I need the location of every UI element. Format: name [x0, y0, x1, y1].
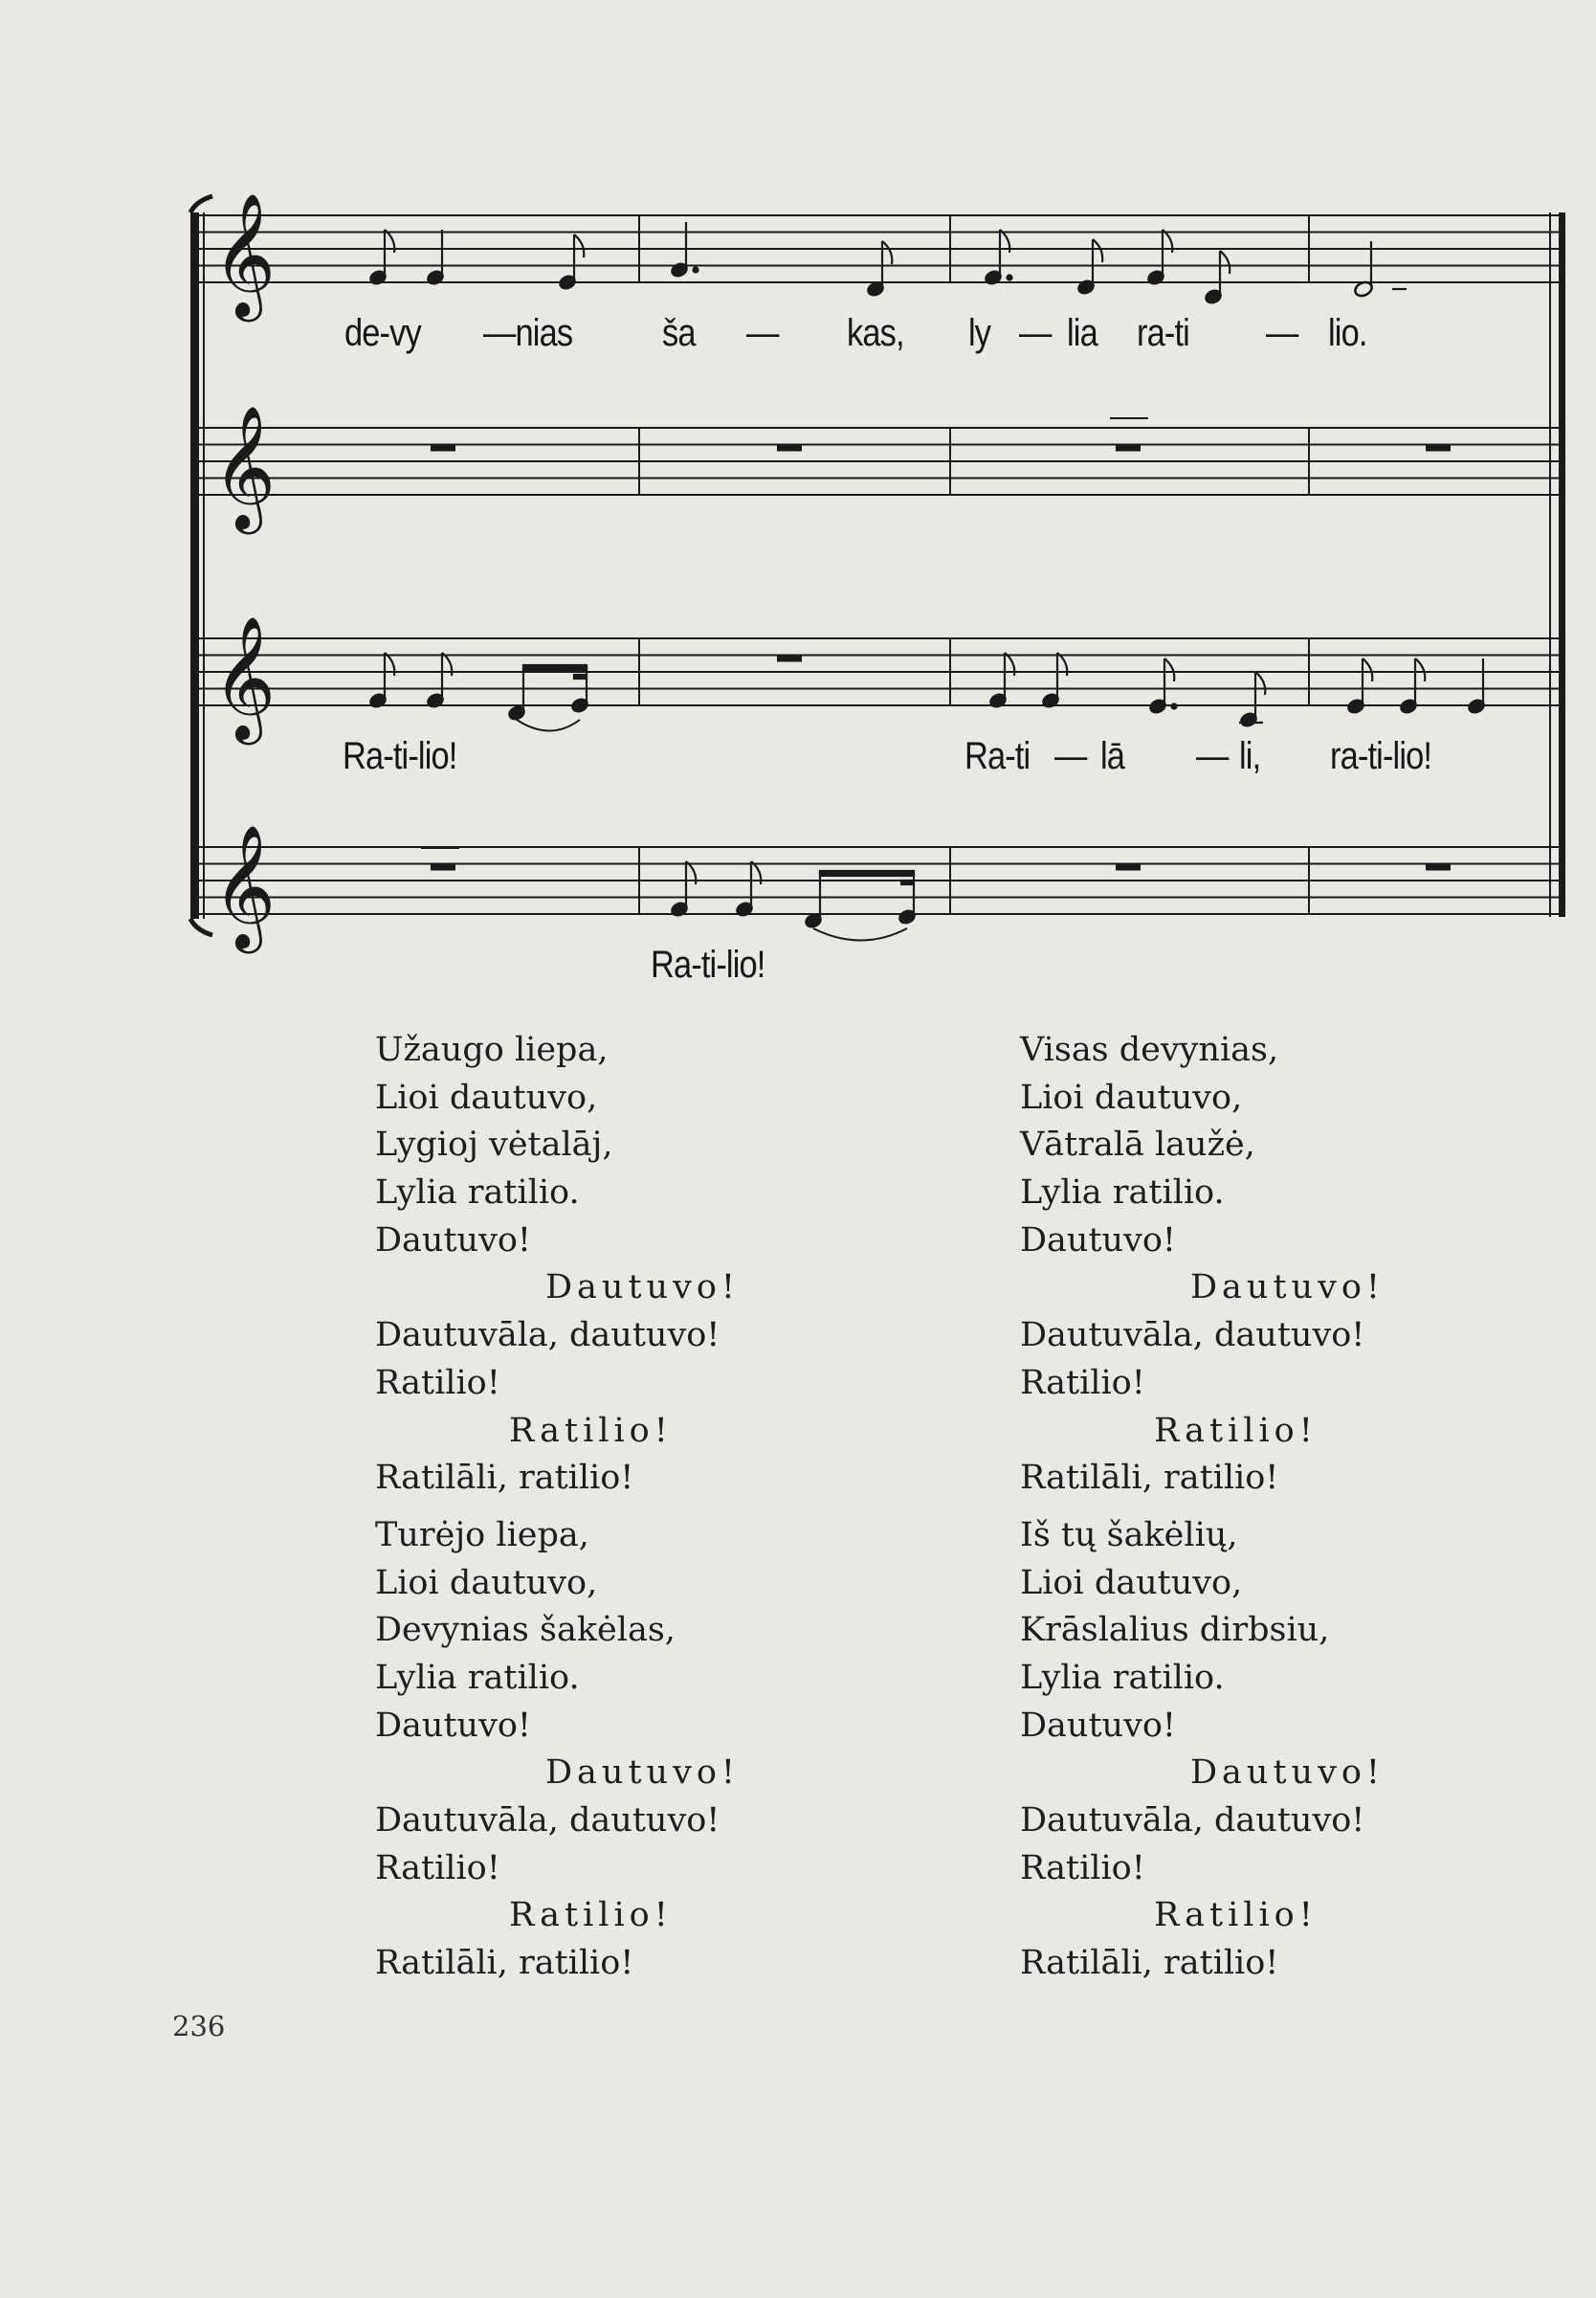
- verse-line: Dautuvo!: [1020, 1220, 1176, 1260]
- treble-clef-icon: 𝄞: [212, 405, 277, 529]
- verse-line: Vātralā laužė,: [1020, 1126, 1255, 1165]
- staff-2: [196, 428, 1560, 495]
- verse-line: Dautuvāla, dautuvo!: [375, 1316, 720, 1355]
- stanza: [1020, 1512, 1385, 1988]
- verse-line: Lioi dautuvo,: [375, 1563, 598, 1602]
- verse-line: Lylia ratilio.: [375, 1658, 580, 1697]
- verse-line: Lylia ratilio.: [1020, 1173, 1225, 1213]
- lyric-syllable: Ra-ti-lio!: [343, 735, 457, 777]
- verse-line: Lygioj vėtalāj,: [375, 1126, 613, 1165]
- system-bracket: [190, 196, 1565, 935]
- verse-line-spaced: Ratilio!: [1154, 1896, 1318, 1935]
- lyric-syllable: Ra-ti: [964, 735, 1031, 777]
- verse-line-spaced: Dautuvo!: [545, 1268, 740, 1307]
- lyric-syllable: —nias: [483, 312, 573, 354]
- verse-line: Ratilāli, ratilio!: [375, 1459, 634, 1498]
- verse-line: Ratilāli, ratilio!: [1020, 1944, 1279, 1983]
- lyric-syllable: de-vy: [344, 312, 421, 354]
- verse-line: Dautuvāla, dautuvo!: [1020, 1316, 1365, 1355]
- verse-line-spaced: Ratilio!: [509, 1896, 673, 1935]
- rests: [421, 418, 1451, 871]
- staff-4-notes: [670, 861, 917, 941]
- lyric-syllable: ra-ti-lio!: [1330, 735, 1432, 777]
- music-score: [0, 0, 1596, 1015]
- lyric-syllable: kas,: [847, 312, 904, 354]
- lyric-syllable: ša: [662, 312, 696, 354]
- verse-line: Lioi dautuvo,: [1020, 1563, 1243, 1602]
- verse-line: Visas devynias,: [1020, 1031, 1279, 1069]
- treble-clef-icon: 𝄞: [212, 824, 277, 948]
- verse-line: Dautuvo!: [375, 1706, 531, 1745]
- lyric-syllable: Ra-ti-lio!: [651, 944, 765, 986]
- stanza: [375, 1027, 740, 1503]
- verse-line-spaced: Dautuvo!: [545, 1753, 740, 1793]
- lyric-syllable: ra-ti: [1137, 312, 1189, 354]
- verse-line: Užaugo liepa,: [375, 1031, 609, 1069]
- verse-line: Ratilāli, ratilio!: [375, 1944, 634, 1983]
- verse-line: Ratilio!: [1020, 1363, 1145, 1402]
- verse-line: Ratilāli, ratilio!: [1020, 1459, 1279, 1498]
- lyric-syllable: li,: [1239, 735, 1261, 777]
- verse-line: Turėjo liepa,: [375, 1515, 589, 1554]
- verse-line: Ratilio!: [375, 1848, 500, 1887]
- staff-1: [196, 215, 1560, 282]
- verse-line: Devynias šakėlas,: [375, 1611, 676, 1650]
- lyric-syllable: —: [1019, 312, 1052, 354]
- page-number: 236: [172, 2010, 226, 2042]
- verse-line: Lioi dautuvo,: [375, 1078, 598, 1117]
- verse-line-spaced: Dautuvo!: [1190, 1753, 1385, 1793]
- lyric-syllable: —: [746, 312, 779, 354]
- verse-line: Dautuvo!: [1020, 1706, 1176, 1745]
- staff-3-notes: [368, 653, 1486, 731]
- stanza: [1020, 1027, 1385, 1503]
- treble-clef-icon: 𝄞: [212, 192, 277, 317]
- verse-line: Ratilio!: [1020, 1848, 1145, 1887]
- staff-1-notes: [368, 222, 1407, 305]
- verse-line-spaced: Dautuvo!: [1190, 1268, 1385, 1307]
- staff-4: [196, 847, 1560, 914]
- verse-line-spaced: Ratilio!: [1154, 1411, 1318, 1450]
- verse-line: Lioi dautuvo,: [1020, 1078, 1243, 1117]
- lyric-syllable: —: [1196, 735, 1229, 777]
- treble-clef-icon: 𝄞: [212, 615, 277, 740]
- staff-3: [196, 638, 1560, 705]
- stanza: [375, 1512, 740, 1988]
- lyric-syllable: ly: [968, 312, 991, 354]
- verses-right-column: [1020, 1027, 1385, 1997]
- lyric-syllable: —: [1266, 312, 1298, 354]
- verses-left-column: [375, 1027, 740, 1997]
- verse-line: Dautuvāla, dautuvo!: [1020, 1801, 1365, 1840]
- verse-line: Dautuvāla, dautuvo!: [375, 1801, 720, 1840]
- verse-line: Krāslalius dirbsiu,: [1020, 1611, 1330, 1650]
- lyric-syllable: lā: [1100, 735, 1125, 777]
- verse-line: Dautuvo!: [375, 1220, 531, 1260]
- verse-line: Ratilio!: [375, 1363, 500, 1402]
- lyric-syllable: lia: [1067, 312, 1097, 354]
- lyric-syllable: lio.: [1328, 312, 1367, 354]
- verse-line-spaced: Ratilio!: [509, 1411, 673, 1450]
- lyric-syllable: —: [1054, 735, 1087, 777]
- verse-line: Iš tų šakėlių,: [1020, 1515, 1238, 1554]
- verse-line: Lylia ratilio.: [1020, 1658, 1225, 1697]
- verse-line: Lylia ratilio.: [375, 1173, 580, 1213]
